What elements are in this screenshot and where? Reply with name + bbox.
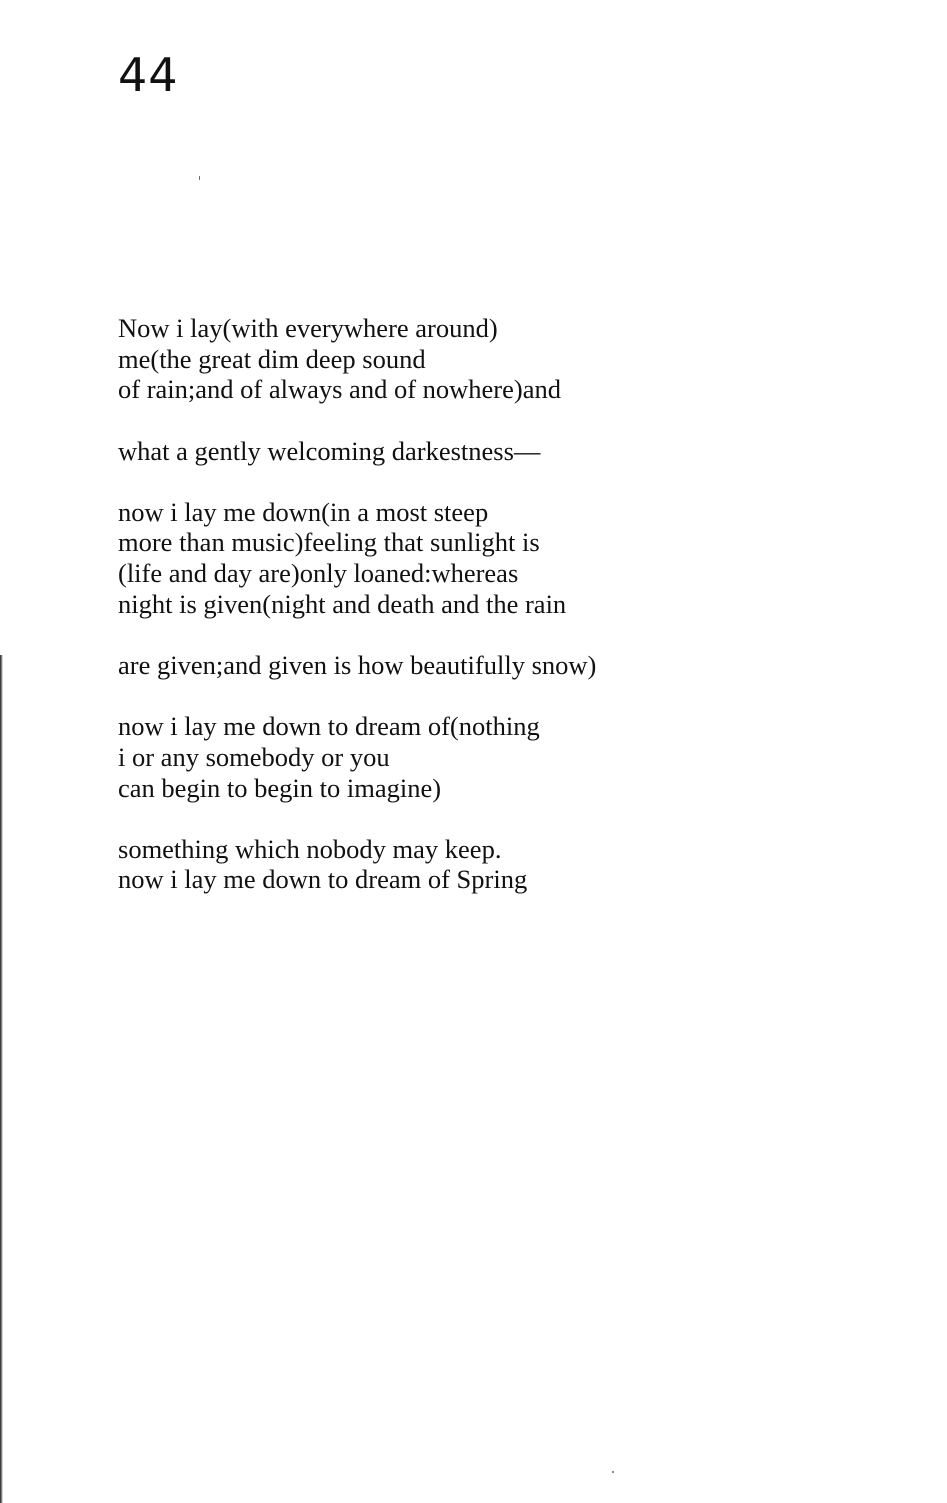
poem-line: more than music)feeling that sunlight is: [118, 527, 540, 558]
poem-line: i or any somebody or you: [118, 741, 390, 772]
poem-line: night is given(night and death and the rain: [118, 588, 567, 619]
poem-line: what a gently welcoming darkestness—: [118, 435, 541, 466]
poem-line: are given;and given is how beautifully snow): [118, 650, 597, 680]
stanza-6: [118, 834, 878, 895]
stanza-4: [118, 650, 878, 681]
stanza-3: [118, 497, 878, 620]
poem-line: now i lay me down to dream of(nothing: [118, 711, 540, 742]
page-number: 44: [118, 48, 179, 102]
poem-line: now i lay me down(in a most steep: [118, 496, 489, 527]
poem-line: can begin to begin to imagine): [118, 772, 442, 803]
poem-line: me(the great dim deep sound: [118, 343, 426, 374]
poem-line: now i lay me down to dream of Spring: [118, 864, 528, 895]
poem: [118, 313, 878, 926]
stanza-2: [118, 436, 878, 467]
poem-line: Now i lay(with everywhere around): [118, 313, 498, 343]
stanza-1: [118, 313, 878, 405]
poem-line: of rain;and of always and of nowhere)and: [118, 374, 561, 405]
scan-speck: [199, 176, 200, 180]
poem-line: something which nobody may keep.: [118, 833, 502, 864]
scan-edge-shadow: [0, 655, 3, 1503]
stanza-5: [118, 711, 878, 803]
scan-speck: [612, 1471, 614, 1473]
poem-line: (life and day are)only loaned:whereas: [118, 558, 519, 589]
